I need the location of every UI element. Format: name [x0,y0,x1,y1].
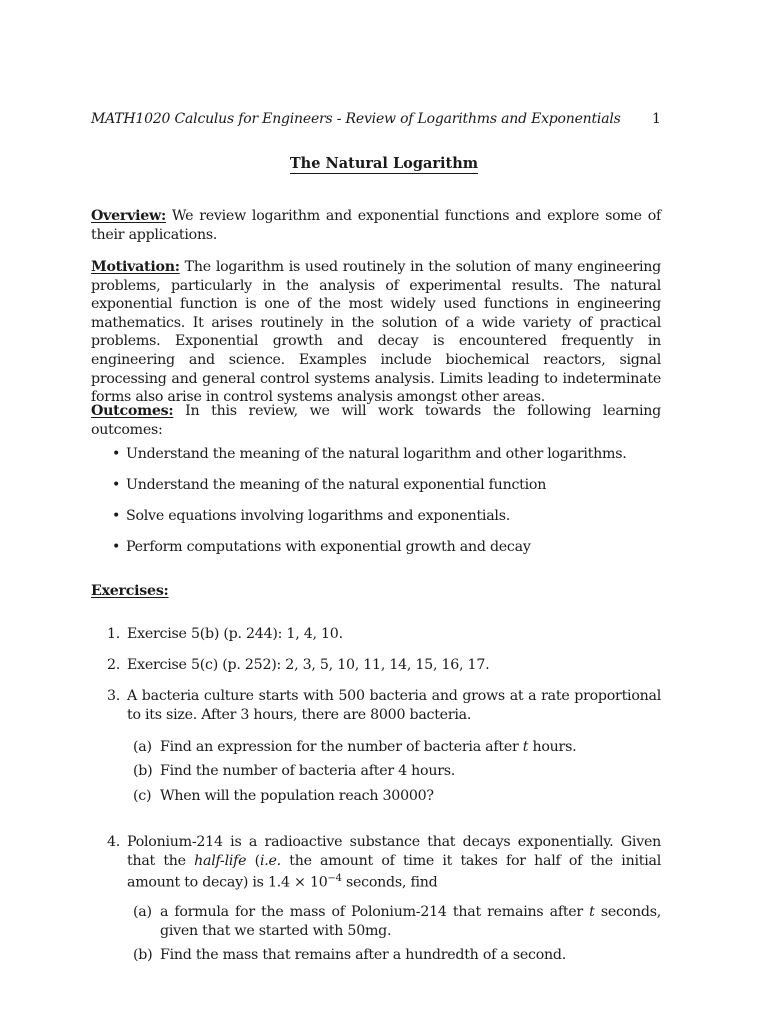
exercise-3-part-c [133,787,661,806]
page-number: 1 [652,111,661,127]
variable: t [522,739,529,755]
list-item: • Understand the meaning of the natural logarithm and other logarithms. [112,445,672,476]
page-title-text: The Natural Logarithm [289,155,479,172]
exercise-number: 1. [107,626,121,642]
part-text-post: seconds, given that we started with 50mg. [160,904,662,939]
outcomes-label: Outcomes: [91,403,174,419]
part-label: (c) [133,788,152,804]
part-label: (a) [133,904,152,920]
ie-abbrev: i.e. [259,852,281,869]
list-item: • Understand the meaning of the natural exponential function [112,476,672,507]
part-text: When will the population reach 30000? [160,788,434,804]
part-text-pre: a formula for the mass of Polonium-214 that remains after [160,904,590,920]
exercise-number: 3. [107,688,121,704]
exercise-number: 2. [107,657,121,673]
exercise-item-2 [107,656,661,675]
exercise-number: 4. [107,834,121,850]
exercise-text [127,833,661,893]
part-label: (b) [133,947,153,963]
part-text-pre: Find an expression for the number of bacteria after [160,739,523,755]
exercise-3-part-b [133,762,661,781]
half-life-mantissa: 1.4 × 10 [267,874,328,891]
q4-text-mid: the amount of time it takes for half of the initial amount to decay) is [127,852,661,891]
variable: t [589,904,595,920]
part-text: Find the mass that remains after a hundredth of a second. [160,947,566,963]
list-item: • Perform computations with exponential growth and decay [112,538,672,569]
part-label: (a) [133,739,152,755]
outcomes-paragraph [91,402,661,439]
exercise-4-part-b [133,946,661,965]
exercise-text: A bacteria culture starts with 500 bacteria and grows at a rate proportional to its size. After 3 hours, there are 8000 bacteria. [127,688,661,723]
list-item: • Solve equations involving logarithms and exponentials. [112,507,672,538]
overview-paragraph [91,207,661,244]
exercises-heading [91,582,661,601]
part-label: (b) [133,763,153,779]
exercise-item-1 [107,625,661,644]
half-life-exponent: −4 [327,873,342,885]
overview-label: Overview: [91,208,166,224]
outcomes-text: In this review, we will work towards the following learning outcomes: [91,403,661,438]
exercise-text: Exercise 5(c) (p. 252): 2, 3, 5, 10, 11, 14, 15, 16, 17. [127,657,490,673]
motivation-text: The logarithm is used routinely in the solution of many engineering problems, particularly in the analysis of experimental results. The natural exponential function is one of the most widely used functions in engineering mathematics. It arises routinely in the solution of a wide variety of practical problems. Exponential growth and decay is encountered frequently in engineering and science. Examples include biochemical reactors, signal processing and general control systems analysis. Limits leading to indeterminate forms also arise in control systems analysis amongst other areas. [91,259,661,406]
exercise-item-3 [107,687,661,724]
part-text [160,738,661,757]
exercises-label: Exercises: [91,583,169,599]
overview-text: We review logarithm and exponential functions and explore some of their applications. [91,208,661,243]
motivation-label: Motivation: [91,259,180,275]
half-life-term: half-life [194,852,247,869]
exercise-4-part-a [133,903,661,940]
q4-text-pre: Polonium-214 is a radioactive substance that decays exponentially. Given that the [127,834,661,869]
exercise-3-part-a [133,738,661,757]
page-title [0,155,768,172]
outcomes-list [112,445,672,569]
q4-text-post: seconds, find [341,874,438,891]
part-text: Find the number of bacteria after 4 hours. [160,763,456,779]
motivation-paragraph [91,258,661,407]
exercise-item-4 [107,833,661,893]
part-text [160,903,661,940]
q4-paren: ( [246,852,260,869]
running-header: MATH1020 Calculus for Engineers - Review of Logarithms and Exponentials [91,111,621,127]
exercise-text: Exercise 5(b) (p. 244): 1, 4, 10. [127,626,343,642]
part-text-post: hours. [528,739,577,755]
